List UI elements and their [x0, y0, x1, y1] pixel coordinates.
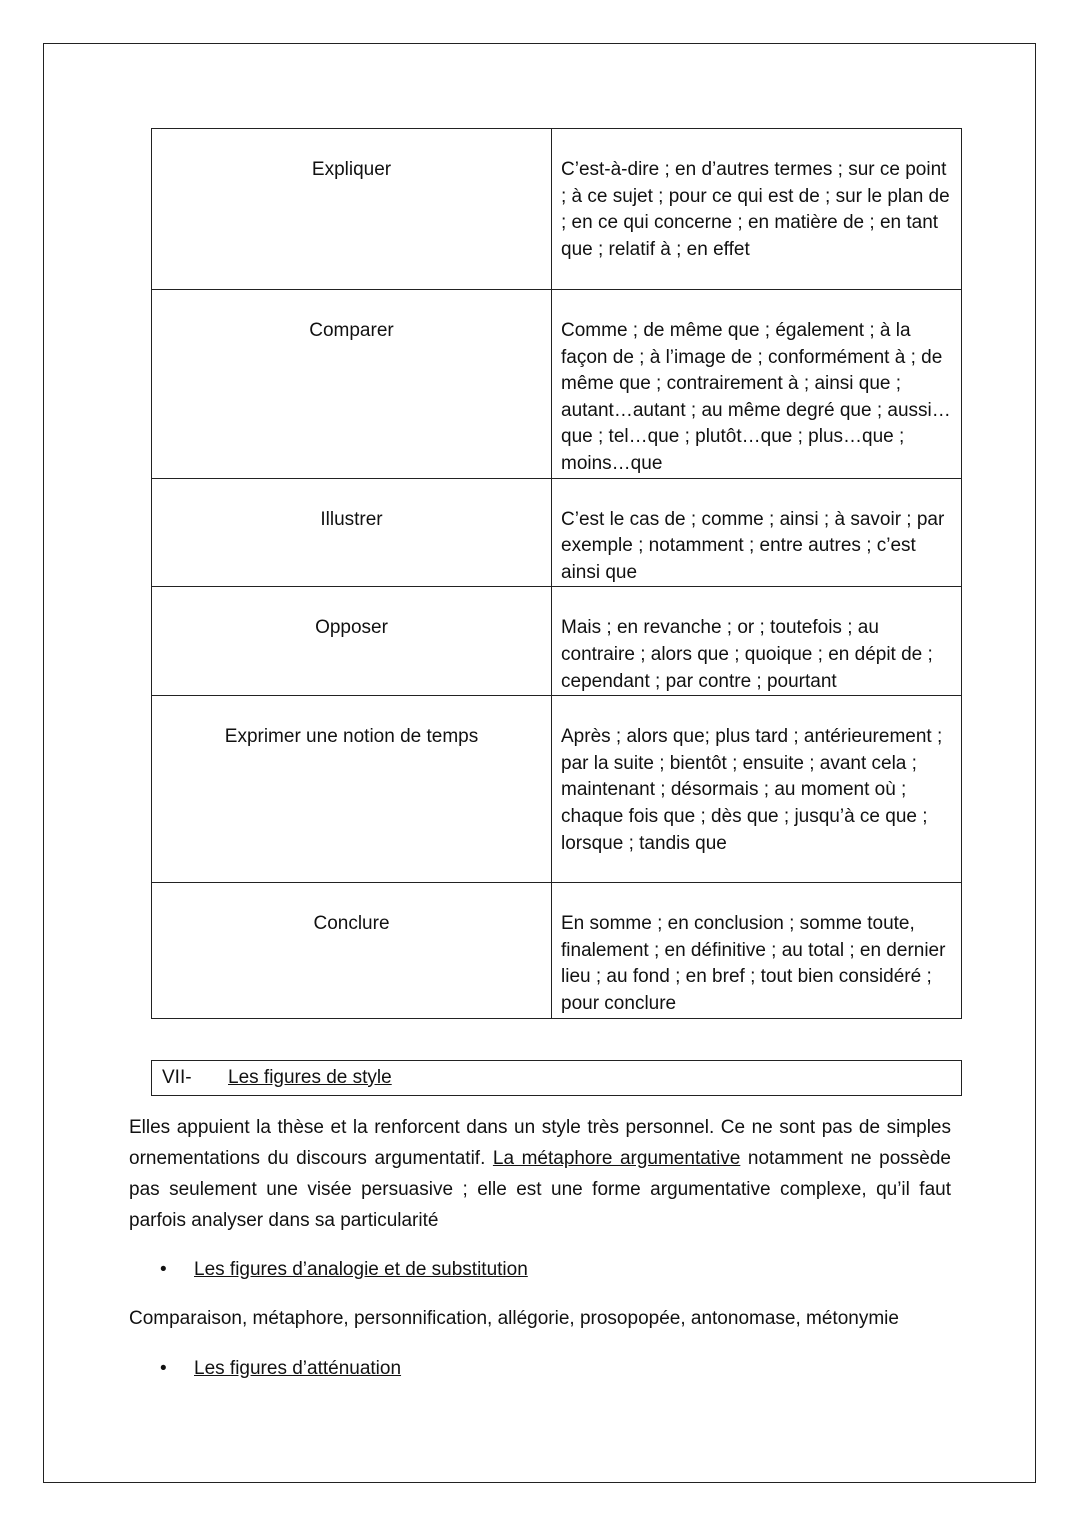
connectors-table — [151, 128, 962, 1019]
section-heading — [151, 1060, 962, 1096]
underlined-term: La métaphore argumentative — [492, 1148, 741, 1169]
function-cell: Illustrer — [152, 478, 552, 587]
function-cell: Comparer — [152, 290, 552, 479]
connectors-cell: Comme ; de même que ; également ; à la façon de ; à l’image de ; conformément à ; de même que ; contrairement à ; ainsi que ; autant…autant ; au même degré que ; aussi…que ; tel…que ; plutôt…que ; plus…que ; moins…que — [552, 290, 962, 479]
bullet-attenuation — [160, 1356, 401, 1382]
function-cell: Expliquer — [152, 129, 552, 290]
section-number: VII- — [162, 1067, 192, 1088]
function-cell: Exprimer une notion de temps — [152, 696, 552, 883]
analogy-figures-list: Comparaison, métaphore, personnification, allégorie, prosopopée, antonomase, métonymie — [129, 1308, 899, 1329]
table-row — [152, 290, 962, 479]
table-row — [152, 129, 962, 290]
bullet-label: Les figures d’atténuation — [194, 1358, 402, 1379]
bullet-label: Les figures d’analogie et de substitution — [194, 1259, 528, 1280]
table-row — [152, 883, 962, 1018]
bullet-analogy — [160, 1257, 528, 1283]
bullet-icon: • — [160, 1358, 167, 1379]
bullet-icon: • — [160, 1259, 167, 1280]
function-cell: Opposer — [152, 587, 552, 696]
connectors-cell: C’est le cas de ; comme ; ainsi ; à savoir ; par exemple ; notamment ; entre autres ; c’est ainsi que — [552, 478, 962, 587]
connectors-cell: En somme ; en conclusion ; somme toute, finalement ; en définitive ; au total ; en dernier lieu ; au fond ; en bref ; tout bien considéré ; pour conclure — [552, 883, 962, 1018]
function-cell: Conclure — [152, 883, 552, 1018]
section-title: Les figures de style — [228, 1067, 392, 1088]
intro-paragraph: Elles appuient la thèse et la renforcent dans un style très personnel. Ce ne sont pas de simples ornementations du discours argumentatif. La métaphore argumentative notamment ne possède pas seulement une visée persuasive ; elle est une forme argumentative complexe, qu’il faut parfois analyser dans sa particularité — [129, 1117, 951, 1231]
connectors-cell: Mais ; en revanche ; or ; toutefois ; au contraire ; alors que ; quoique ; en dépit de ; cependant ; par contre ; pourtant — [552, 587, 962, 696]
table-row — [152, 587, 962, 696]
table-row — [152, 696, 962, 883]
table-row — [152, 478, 962, 587]
connectors-cell: C’est-à-dire ; en d’autres termes ; sur ce point ; à ce sujet ; pour ce qui est de ; sur le plan de ; en ce qui concerne ; en matière de ; en tant que ; relatif à ; en effet — [552, 129, 962, 290]
connectors-cell: Après ; alors que; plus tard ; antérieurement ; par la suite ; bientôt ; ensuite ; avant cela ; maintenant ; désormais ; au moment où ; chaque fois que ; dès que ; jusqu’à ce que ; lorsque ; tandis que — [552, 696, 962, 883]
